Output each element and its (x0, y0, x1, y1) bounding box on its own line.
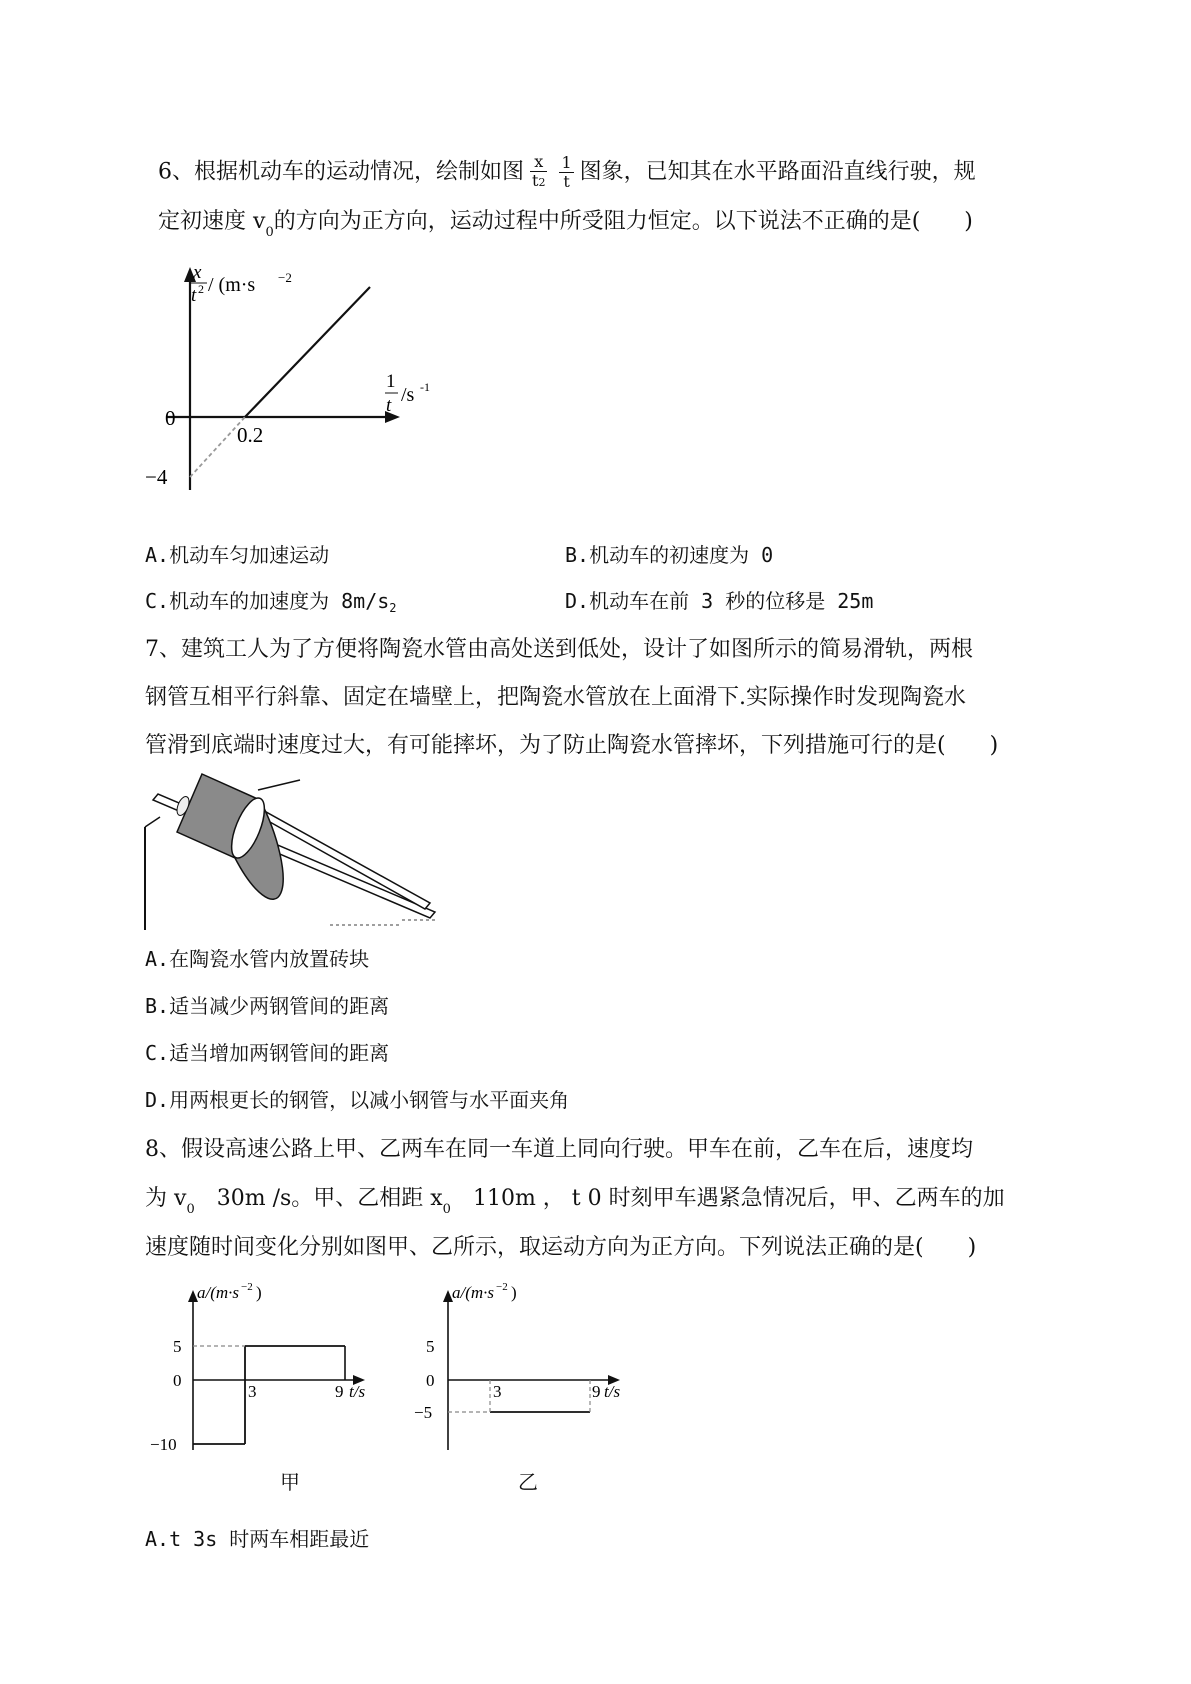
q8-jia-ylabel-sup: −2 (241, 1281, 253, 1293)
q6-stem-line-2 (158, 207, 973, 248)
q6-v0-subscript: 0 (265, 225, 274, 240)
q6-stem-text-c: 定初速度 v (158, 209, 266, 234)
q6-data-line (245, 287, 370, 417)
q8-stem-line-1: 8、假设高速公路上甲、乙两车在同一车道上同向行驶。甲车在前，乙车在后，速度均 (145, 1137, 973, 1162)
q7-pipe-slide-figure (140, 770, 440, 935)
q6-option-a: A.机动车匀加速运动 (145, 543, 330, 567)
q8-yi-ytick-0: 0 (426, 1371, 435, 1390)
q6-fraction-x-over-t2 (530, 153, 547, 192)
q8-yi-ylabel-sup: −2 (496, 1281, 508, 1293)
q6-option-d: D.机动车在前 3 秒的位移是 25m (565, 589, 874, 613)
q7-stem-line-3: 管滑到底端时速度过大，有可能摔坏，为了防止陶瓷水管摔坏，下列措施可行的是( ) (145, 733, 999, 758)
q8-stem-text-b: 30m /s。甲、乙相距 x (216, 1186, 443, 1211)
q6-x-intercept-label: 0.2 (237, 423, 264, 447)
q8-jia-ylabel-close: ) (256, 1283, 262, 1302)
q6-fraction-1-over-t (559, 154, 573, 191)
q6-option-c (145, 587, 397, 622)
q8-graph-yi (400, 1280, 640, 1470)
q8-jia-ytick-neg10: −10 (150, 1435, 177, 1454)
q8-jia-xtick-9: 9 (335, 1382, 344, 1401)
q6-xlabel-unit-sup: -1 (420, 380, 430, 394)
q8-yi-xtick-9: 9 (592, 1382, 601, 1401)
q7-option-b: B.适当减少两钢管间的距离 (145, 994, 390, 1018)
q8-yi-ytick-5: 5 (426, 1337, 435, 1356)
q8-yi-xtick-3: 3 (493, 1382, 502, 1401)
q7-wall-top (145, 817, 160, 827)
q6-ylabel-denominator-sup: 2 (198, 282, 204, 296)
q6-xlabel-unit: /s (401, 384, 415, 406)
q6-frac1-den-sup: 2 (538, 176, 546, 189)
q6-frac2-denominator: t (563, 172, 570, 191)
q6-origin-label: 0 (165, 406, 176, 430)
q8-jia-ylabel: a/(m·s (197, 1283, 240, 1302)
q8-yi-xlabel: t/s (604, 1382, 621, 1401)
q8-jia-caption: 甲 (280, 1470, 300, 1494)
q6-ylabel-unit: / (m·s (208, 274, 256, 296)
q7-option-a: A.在陶瓷水管内放置砖块 (145, 947, 370, 971)
q6-xlabel-denominator: t (386, 395, 392, 416)
q8-jia-ytick-5: 5 (173, 1337, 182, 1356)
q8-stem-line-3: 速度随时间变化分别如图甲、乙所示，取运动方向为正方向。下列说法正确的是( ) (145, 1235, 977, 1260)
q6-option-b: B.机动车的初速度为 0 (565, 543, 774, 567)
q6-frac1-numerator: x (530, 153, 547, 172)
q6-stem-text-a: 6、根据机动车的运动情况，绘制如图 (158, 159, 524, 185)
q8-stem-text-c: 110m ， t 0 时刻甲车遇紧急情况后，甲、乙两车的加 (472, 1186, 1005, 1211)
q8-stem-line-2 (145, 1184, 1005, 1225)
q6-frac2-numerator: 1 (561, 153, 572, 172)
q8-yi-ylabel-close: ) (511, 1283, 517, 1302)
q7-stem-line-1: 7、建筑工人为了方便将陶瓷水管由高处送到低处，设计了如图所示的简易滑轨，两根 (145, 637, 973, 662)
q7-option-d: D.用两根更长的钢管，以减小钢管与水平面夹角 (145, 1088, 570, 1112)
q8-stem-text-a: 为 v (145, 1186, 187, 1211)
q7-option-c: C.适当增加两钢管间的距离 (145, 1041, 390, 1065)
q7-ceramic-pipe-body (177, 774, 283, 899)
q8-v0-subscript: 0 (186, 1202, 195, 1217)
q8-option-a: A.t 3s 时两车相距最近 (145, 1527, 370, 1551)
q8-jia-xlabel: t/s (349, 1382, 366, 1401)
q6-ylabel-numerator: x (193, 265, 202, 283)
q6-graph (145, 265, 505, 525)
q8-yi-caption: 乙 (518, 1470, 538, 1494)
q6-frac1-denominator (530, 172, 547, 192)
q8-x0-subscript: 0 (442, 1202, 451, 1217)
q6-option-c-text: C.机动车的加速度为 8m/s (145, 589, 390, 613)
q6-stem-line-1 (158, 153, 976, 192)
q8-jia-xtick-3: 3 (248, 1382, 257, 1401)
q8-jia-ytick-0: 0 (173, 1371, 182, 1390)
q6-ylabel-unit-sup: −2 (278, 270, 292, 285)
q8-graph-jia (145, 1280, 385, 1470)
q6-stem-text-d: 的方向为正方向，运动过程中所受阻力恒定。以下说法不正确的是( ) (273, 209, 973, 234)
q7-stem-line-2: 钢管互相平行斜靠、固定在墙壁上，把陶瓷水管放在上面滑下.实际操作时发现陶瓷水 (145, 685, 966, 710)
q6-ylabel-denominator: t (191, 285, 197, 306)
q6-xlabel-numerator: 1 (386, 371, 396, 392)
q7-pointer-line (258, 780, 300, 790)
q8-yi-ylabel: a/(m·s (452, 1283, 495, 1302)
q6-option-c-sup: 2 (389, 601, 397, 615)
q6-frac1-den-base: t (532, 171, 539, 190)
q6-stem-text-b: 图象，已知其在水平路面沿直线行驶，规 (579, 159, 976, 185)
q6-y-intercept-label: −4 (145, 465, 168, 489)
q8-yi-ytick-neg5: −5 (414, 1403, 433, 1422)
